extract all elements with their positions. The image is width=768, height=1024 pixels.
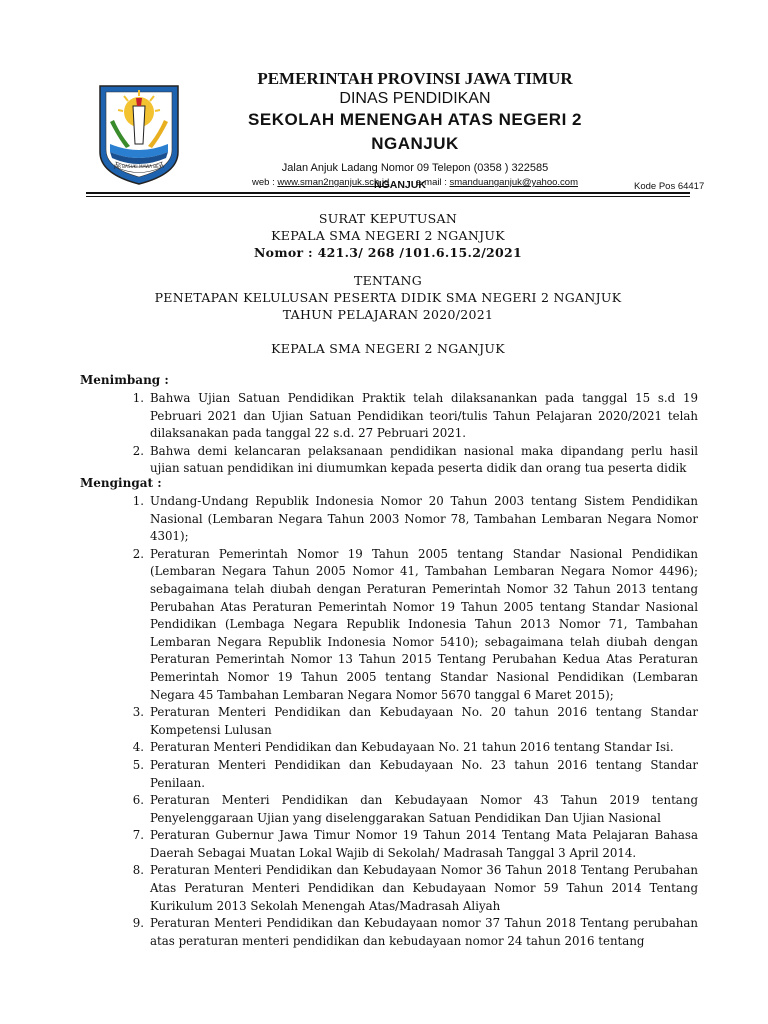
item-number: 7.: [132, 828, 144, 843]
list-item: [80, 443, 698, 478]
item-text: Peraturan Menteri Pendidikan dan Kebudayaan Nomor 36 Tahun 2018 Tentang Perubahan Atas Peraturan Menteri Pendidikan dan Kebudayaan Nomor 59 Tahun 2014 Tentang Kurikulum 2013 Sekolah Menengah Atas/Madrasah Aliyah: [150, 863, 698, 913]
list-item: [80, 546, 698, 704]
list-item: [80, 862, 698, 915]
decree-about: TENTANG: [353, 273, 423, 288]
menimbang-heading: Menimbang :: [80, 373, 169, 387]
decree-subject-line1: PENETAPAN KELULUSAN PESERTA DIDIK SMA NEGERI 2 NGANJUK: [154, 290, 622, 305]
item-text: Peraturan Menteri Pendidikan dan Kebudayaan nomor 37 Tahun 2018 Tentang perubahan atas peraturan menteri pendidikan dan kebudayaan nomor 24 tahun 2016 tentang: [150, 916, 698, 948]
item-text: Peraturan Gubernur Jawa Timur Nomor 19 Tahun 2014 Tentang Mata Pelajaran Bahasa Daerah Sebagai Muatan Lokal Wajib di Sekolah/ Madrasah Tanggal 3 April 2014.: [150, 828, 698, 860]
item-text: Peraturan Pemerintah Nomor 19 Tahun 2005 tentang Standar Nasional Pendidikan (Lembaran Negara Tahun 2005 Nomor 41, Tambahan Lembaran Negara Nomor 4496); sebagaimana telah diubah dengan Peraturan Pemerintah Nomor 32 Tahun 2013 tentang Perubahan Atas Peraturan Pemerintah Nomor 19 Tahun 2005 tentang Standar Nasional Pendidikan (Lembaga Negara Republik Indonesia Tahun 2013 Nomor 71, Tambahan Lembaran Negara Republik Indonesia Nomor 5410); sebagaimana telah diubah dengan Peraturan Pemerintah Nomor 13 Tahun 2015 Tentang Perubahan Kedua Atas Peraturan Pemerintah Nomor 19 Tahun 2005 tentang Standar Nasional Pendidikan (Lembaran Negara 45 Tambahan Lembaran Negara Nomor 5670 tanggal 6 Maret 2015);: [150, 546, 698, 702]
item-number: 2.: [132, 546, 144, 561]
list-item: [80, 757, 698, 792]
item-text: Bahwa Ujian Satuan Pendidikan Praktik telah dilaksanankan pada tanggal 15 s.d 19 Pebruari 2021 dan Ujian Satuan Pendidikan teori/tulis Tahun Pelajaran 2020/2021 telah dilaksanakan pada tanggal 22 s.d. 27 Pebruari 2021.: [150, 391, 698, 441]
menimbang-list: [80, 390, 698, 478]
item-text: Peraturan Menteri Pendidikan dan Kebudayaan No. 20 tahun 2016 tentang Standar Kompetensi Lulusan: [150, 705, 698, 737]
list-item: [80, 390, 698, 443]
web-label: web :: [252, 177, 275, 188]
city-name: NGANJUK: [374, 179, 426, 191]
list-item: [80, 915, 698, 950]
list-item: [80, 493, 698, 546]
mengingat-list: [80, 493, 698, 950]
decree-number: Nomor : 421.3/ 268 /101.6.15.2/2021: [253, 245, 523, 260]
item-number: 6.: [132, 793, 144, 808]
decree-subject: [80, 272, 696, 323]
letterhead-rule-thin: [86, 196, 690, 197]
letterhead-rule-thick: [86, 192, 690, 194]
item-number: 5.: [132, 757, 144, 772]
item-number: 1.: [132, 391, 144, 405]
item-number: 3.: [132, 705, 144, 720]
item-number: 8.: [132, 863, 144, 878]
school-address: Jalan Anjuk Ladang Nomor 09 Telepon (0358 ) 322585: [281, 162, 549, 174]
list-item: [80, 704, 698, 739]
item-text: Peraturan Menteri Pendidikan dan Kebudayaan No. 21 tahun 2016 tentang Standar Isi.: [150, 740, 674, 755]
school-name-line2: NGANJUK: [371, 134, 459, 153]
decree-title: [80, 210, 696, 261]
item-number: 1.: [132, 494, 144, 508]
item-number: 4.: [132, 740, 144, 755]
postal-code: Kode Pos 64417: [634, 181, 705, 192]
decree-title-line2: KEPALA SMA NEGERI 2 NGANJUK: [271, 228, 505, 243]
department-name: DINAS PENDIDIKAN: [339, 90, 491, 107]
item-text: Bahwa demi kelancaran pelaksanaan pendidikan nasional maka dipandang perlu hasil ujian satuan pendidikan ini diumumkan kepada peserta didik dan orang tua peserta didik: [150, 443, 698, 476]
list-item: [80, 739, 698, 757]
decree-subject-line2: TAHUN PELAJARAN 2020/2021: [282, 307, 494, 322]
item-text: Undang-Undang Republik Indonesia Nomor 20 Tahun 2003 tentang Sistem Pendidikan Nasional (Lembaran Negara Tahun 2003 Nomor 78, Tambahan Lembaran Negara Nomor 4301);: [150, 494, 698, 544]
jawa-timur-emblem-icon: [96, 82, 182, 186]
email-link[interactable]: smanduanganjuk@yahoo.com: [449, 177, 578, 188]
government-name: PEMERINTAH PROVINSI JAWA TIMUR: [257, 69, 573, 88]
school-name-line1: SEKOLAH MENENGAH ATAS NEGERI 2: [248, 110, 582, 129]
item-number: 9.: [132, 916, 144, 931]
decree-title-line1: SURAT KEPUTUSAN: [318, 211, 458, 226]
list-item: [80, 792, 698, 827]
decree-signatory: [80, 340, 696, 357]
email-label: e-mail :: [415, 177, 447, 188]
mengingat-heading: Mengingat :: [80, 476, 162, 490]
item-text: Peraturan Menteri Pendidikan dan Kebudayaan Nomor 43 Tahun 2019 tentang Penyelenggaraan Ujian yang diselenggarakan Satuan Pendidikan Dan Ujian Nasional: [150, 793, 698, 825]
svg-text:JER BASUKI MAWA BEYA: JER BASUKI MAWA BEYA: [114, 164, 164, 169]
website-link[interactable]: www.sman2nganjuk.sch.id: [277, 177, 390, 188]
letterhead: [206, 68, 624, 190]
list-item: [80, 827, 698, 862]
item-number: 2.: [132, 443, 144, 458]
signatory-title: KEPALA SMA NEGERI 2 NGANJUK: [271, 341, 505, 356]
item-text: Peraturan Menteri Pendidikan dan Kebudayaan No. 23 tahun 2016 tentang Standar Penilaan.: [150, 757, 698, 790]
